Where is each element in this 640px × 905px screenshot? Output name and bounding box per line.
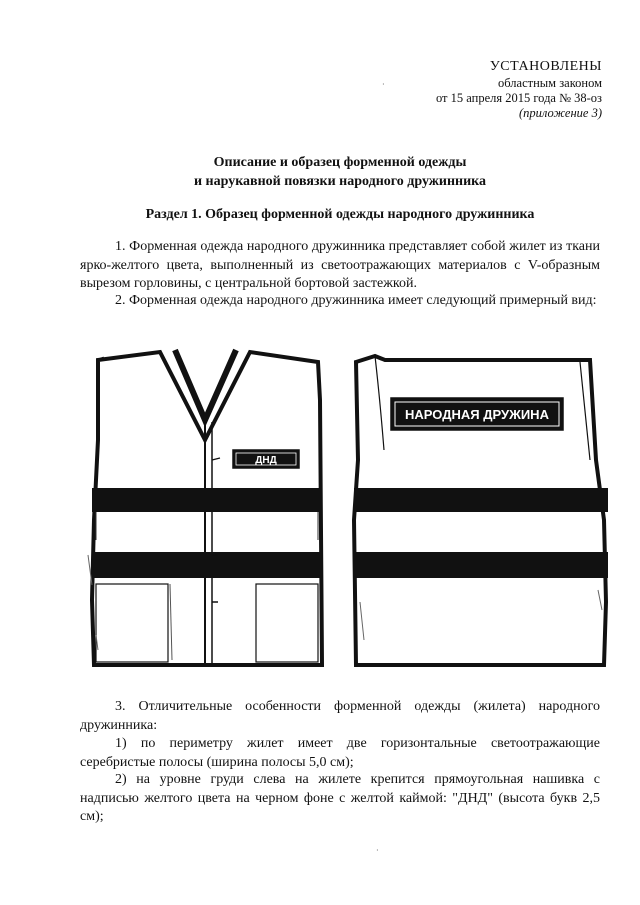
paragraph-3-item-1	[80, 735, 600, 772]
document-title	[80, 153, 600, 191]
paragraph-1-text: 1. Форменная одежда народного дружинника представляет собой жилет из ткани ярко-желтого цвета, выполненный из светоотражающих материалов с V-образным вырезом горловины, с центральной бортовой застежкой.	[80, 239, 600, 291]
scan-speck-bottom: ·	[376, 846, 379, 855]
approval-line-2: от 15 апреля 2015 года № 38-оз	[435, 91, 602, 105]
title-line-1: Описание и образец форменной одежды	[213, 155, 467, 170]
back-patch-label: НАРОДНАЯ ДРУЖИНА	[405, 407, 549, 422]
section-title: Раздел 1. Образец форменной одежды народного дружинника	[145, 207, 535, 222]
paragraph-3-item-2-text: 2) на уровне груди слева на жилете крепится прямоугольная нашивка с надписью желтого цвета на черном фоне с желтой каймой: "ДНД" (высота букв 2,5 см);	[80, 772, 600, 824]
vest-front	[88, 350, 322, 665]
front-stripe-lower	[92, 552, 322, 578]
back-stripe-upper	[354, 488, 608, 512]
front-patch-label: ДНД	[255, 455, 277, 466]
paragraph-1	[80, 238, 600, 294]
vest-back	[354, 356, 608, 665]
paragraph-2-text: 2. Форменная одежда народного дружинника имеет следующий примерный вид:	[115, 293, 597, 308]
scan-speck: ·	[382, 80, 385, 89]
approval-line-3: (приложение 3)	[518, 106, 602, 120]
vest-drawing	[0, 340, 640, 680]
paragraph-3-item-2	[80, 771, 600, 827]
title-line-2: и нарукавной повязки народного дружинника	[193, 174, 487, 189]
approval-heading: УСТАНОВЛЕНЫ	[489, 59, 602, 74]
paragraph-2	[80, 292, 600, 311]
front-stripe-upper	[92, 488, 322, 512]
back-stripe-lower	[354, 552, 608, 578]
paragraph-3-text: 3. Отличительные особенности форменной одежды (жилета) народного дружинника:	[80, 699, 600, 733]
paragraph-3-item-1-text: 1) по периметру жилет имеет две горизонтальные светоотражающие серебристые полосы (ширина полосы 5,0 см);	[80, 736, 600, 770]
vest-figure	[0, 340, 640, 680]
approval-line-1: областным законом	[497, 76, 602, 90]
paragraph-3	[80, 698, 600, 735]
approval-stamp	[402, 58, 602, 121]
